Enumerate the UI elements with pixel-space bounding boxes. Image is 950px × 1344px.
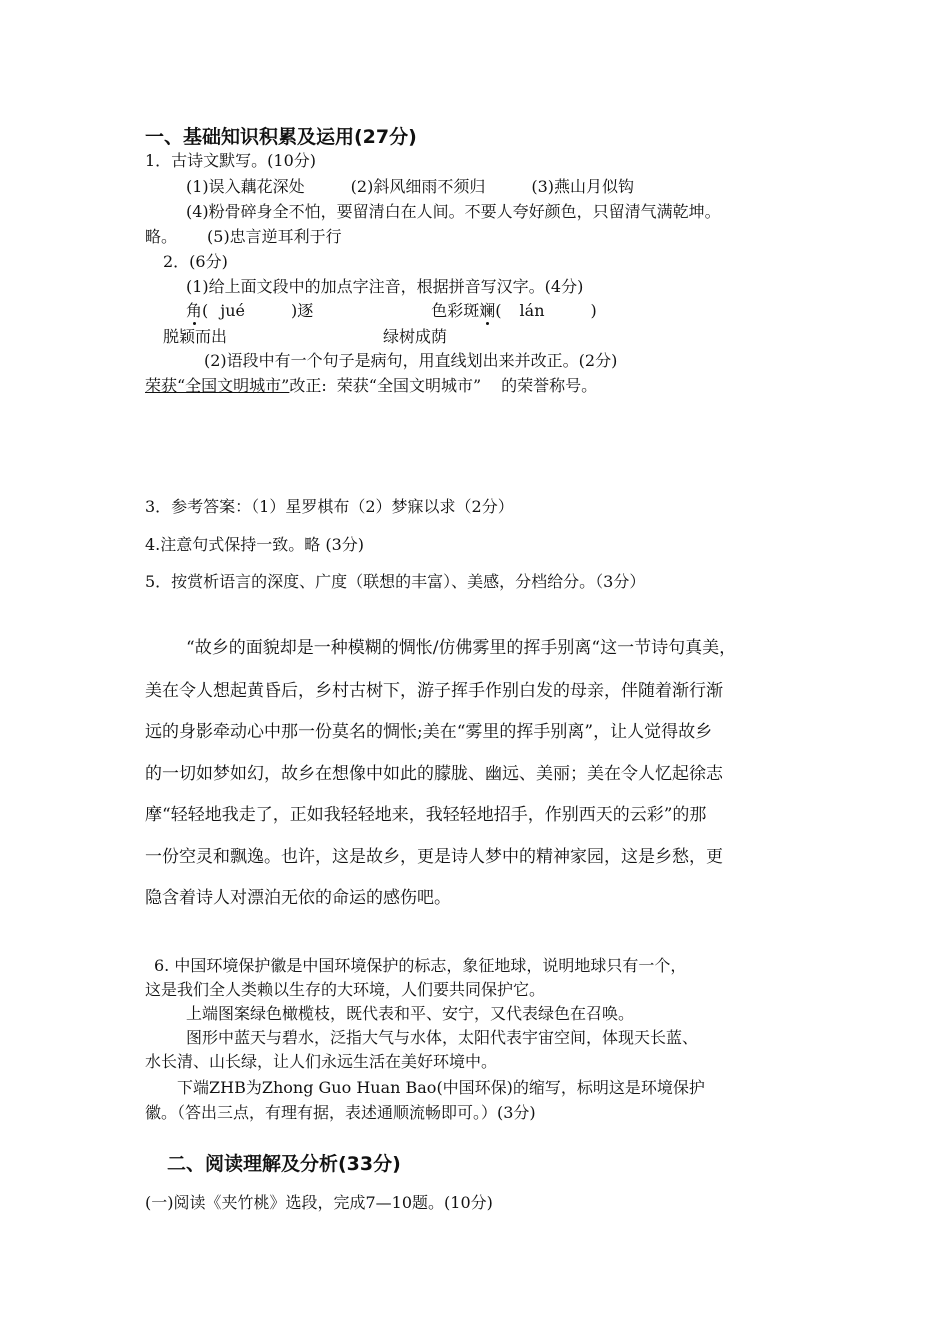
q6-line-7: 徽。（答出三点，有理有据，表述通顺流畅即可。）(3分) bbox=[145, 1103, 536, 1122]
q6-line-3: 上端图案绿色橄榄枝，既代表和平、安宁，又代表绿色在召唤。 bbox=[186, 1004, 635, 1023]
appreciation-line-7: 隐含着诗人对漂泊无依的命运的感伤吧。 bbox=[145, 888, 451, 908]
fix-part-a: 荣获“全国文明城市” bbox=[336, 376, 482, 395]
pinyin-jue: jué bbox=[220, 301, 245, 320]
word-lvshuchengyin: 绿树成荫 bbox=[383, 327, 448, 346]
paren-close: ) bbox=[291, 301, 298, 320]
appreciation-line-1: “故乡的面貌却是一种模糊的惆怅/仿佛雾里的挥手别离“这一节诗句真美， bbox=[186, 638, 737, 658]
appreciation-line-6: 一份空灵和飘逸。也许，这是故乡，更是诗人梦中的精神家园，这是乡愁，更 bbox=[145, 847, 723, 867]
q1-answer-1: (1)误入藕花深处 bbox=[186, 177, 305, 196]
paren-open: ( bbox=[202, 301, 209, 320]
q1-answers-row3 bbox=[145, 226, 342, 248]
pinyin-lan: lán bbox=[519, 301, 545, 320]
fix-label: 改正: bbox=[289, 376, 327, 395]
q6-line-6: 下端ZHB为Zhong Guo Huan Bao(中国环保)的缩写，标明这是环境保护 bbox=[177, 1078, 705, 1097]
q6-line-5: 水长清、山长绿，让人们永远生活在美好环境中。 bbox=[145, 1052, 498, 1071]
q1-answer-3: (3)燕山月似钩 bbox=[531, 177, 635, 196]
word-secaiban: 色彩斑 bbox=[431, 301, 480, 320]
fix-part-b: 的荣誉称号。 bbox=[501, 376, 598, 395]
dotted-char-jue: 角 bbox=[186, 301, 203, 320]
q1-answer-4: (4)粉骨碎身全不怕，要留清白在人间。不要人夸好颜色，只留清气满乾坤。 bbox=[186, 202, 721, 221]
paren-close-2: ) bbox=[590, 301, 597, 320]
appreciation-line-4: 的一切如梦如幻，故乡在想像中如此的朦胧、幽远、美丽；美在令人忆起徐志 bbox=[145, 764, 723, 784]
q6-line-1: 6. 中国环境保护徽是中国环境保护的标志，象征地球，说明地球只有一个， bbox=[154, 956, 687, 975]
sick-sentence: 荣获“全国文明城市” bbox=[145, 376, 290, 395]
word-zhu: 逐 bbox=[297, 301, 314, 320]
dotted-char-lan: 斓 bbox=[479, 301, 496, 320]
q1-answers-row1 bbox=[186, 176, 634, 198]
word-tuoyingerchu: 脱颖而出 bbox=[163, 327, 228, 346]
q1-answer-2: (2)斜风细雨不须归 bbox=[350, 177, 486, 196]
appreciation-line-5: 摩“轻轻地我走了，正如我轻轻地来，我轻轻地招手，作别西天的云彩”的那 bbox=[145, 805, 707, 825]
q2-sub1: (1)给上面文段中的加点字注音，根据拼音写汉字。(4分) bbox=[186, 277, 584, 296]
q5-answer: 5．按赏析语言的深度、广度（联想的丰富）、美感，分档给分。（3分） bbox=[145, 572, 646, 591]
appreciation-line-3: 远的身影牵动心中那一份莫名的惆怅;美在“雾里的挥手别离”，让人觉得故乡 bbox=[145, 722, 713, 742]
part2-title: 二、阅读理解及分析(33分) bbox=[167, 1153, 401, 1175]
q2-words-row bbox=[163, 326, 447, 348]
q6-line-4: 图形中蓝天与碧水，泛指大气与水体，太阳代表宇宙空间，体现天长蓝、 bbox=[186, 1028, 699, 1047]
q2-correction-row bbox=[145, 375, 597, 397]
q2-sub2: (2)语段中有一个句子是病句，用直线划出来并改正。(2分) bbox=[204, 351, 618, 370]
q3-answer: 3．参考答案：（1）星罗棋布（2）梦寐以求（2分） bbox=[145, 497, 514, 516]
q6-line-2: 这是我们全人类赖以生存的大环境，人们要共同保护它。 bbox=[145, 980, 546, 999]
q1-answer-5: (5)忠言逆耳利于行 bbox=[207, 227, 342, 246]
paren-open-2: ( bbox=[495, 301, 502, 320]
q4-answer: 4.注意句式保持一致。略 (3分) bbox=[145, 535, 365, 554]
appreciation-line-2: 美在令人想起黄昏后，乡村古树下，游子挥手作别白发的母亲，伴随着渐行渐 bbox=[145, 681, 723, 701]
q1-answer-4-tail: 略。 bbox=[145, 227, 178, 246]
q2-pinyin-row bbox=[186, 300, 597, 322]
part1-title: 一、基础知识积累及运用(27分) bbox=[145, 126, 417, 148]
q1-head: 1．古诗文默写。(10分) bbox=[145, 151, 317, 170]
part2-sub: (一)阅读《夹竹桃》选段，完成7—10题。(10分) bbox=[145, 1193, 493, 1212]
q2-head: 2．(6分) bbox=[163, 252, 228, 271]
